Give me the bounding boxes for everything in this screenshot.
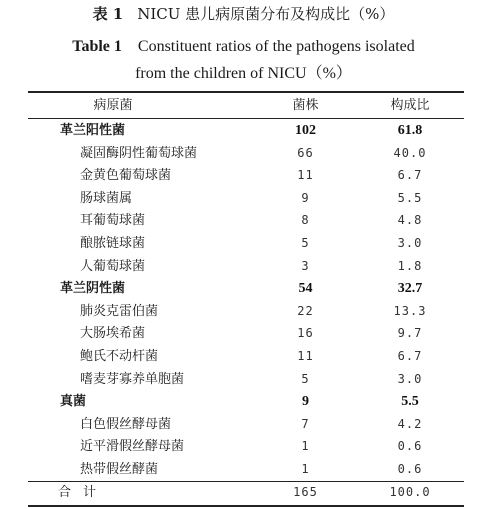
group-row [28, 119, 464, 142]
strain-count: 22 [297, 303, 314, 318]
ratio-value: 9.7 [397, 326, 423, 341]
pathogen-name: 近平滑假丝酵母菌 [80, 439, 185, 455]
strain-count: 11 [297, 349, 314, 363]
pathogen-name: 耳葡萄球菌 [80, 213, 146, 229]
table-row [28, 345, 464, 368]
pathogen-name: 革兰阳性菌 [60, 123, 126, 138]
strain-count: 1 [301, 462, 310, 476]
table-caption-en-line2: from the children of NICU（%） [135, 65, 352, 82]
ratio-value: 4.2 [397, 416, 423, 431]
ratio-value: 5.5 [397, 190, 423, 205]
table-bottom-rule [28, 505, 464, 507]
table-row [28, 300, 464, 323]
table-caption-cn: NICU 患儿病原菌分布及构成比（%） [137, 5, 395, 23]
table-top-rule [28, 91, 464, 93]
table-header-row [28, 94, 464, 117]
pathogen-name: 革兰阴性菌 [60, 281, 126, 297]
table-total-row [28, 481, 464, 504]
strain-count: 102 [295, 123, 316, 138]
ratio-value: 13.3 [393, 303, 427, 318]
ratio-value: 61.8 [397, 123, 423, 138]
table-number-en: Table 1 [72, 38, 122, 55]
ratio-value: 0.6 [397, 462, 423, 476]
pathogen-name: 真菌 [60, 394, 87, 410]
table-row [28, 413, 464, 436]
table-row [28, 368, 464, 391]
pathogen-name: 肠球菌属 [80, 190, 133, 206]
table-row [28, 458, 464, 481]
ratio-value: 0.6 [397, 439, 423, 454]
strain-count: 11 [297, 168, 314, 183]
strain-count: 1 [301, 439, 310, 454]
table-title-en [0, 33, 487, 87]
pathogen-name: 大肠埃希菌 [80, 326, 146, 342]
strain-count: 9 [301, 190, 310, 205]
table-row [28, 164, 464, 187]
strain-count: 66 [297, 145, 314, 160]
pathogen-name: 金黄色葡萄球菌 [80, 168, 172, 184]
strain-count: 5 [301, 236, 310, 250]
pathogen-name: 热带假丝酵菌 [80, 462, 159, 477]
ratio-value: 1.8 [397, 258, 423, 273]
table-row [28, 255, 464, 278]
table-row [28, 209, 464, 232]
strain-count: 8 [301, 213, 310, 228]
total-ratio: 100.0 [389, 485, 431, 499]
ratio-value: 40.0 [393, 145, 427, 160]
pathogen-name: 白色假丝酵母菌 [80, 416, 172, 432]
ratio-value: 4.8 [397, 213, 423, 228]
header-ratio: 构成比 [390, 98, 430, 113]
ratio-value: 3.0 [397, 236, 423, 250]
ratio-value: 5.5 [401, 394, 419, 410]
pathogen-name: 鲍氏不动杆菌 [80, 349, 159, 364]
strain-count: 5 [301, 371, 310, 386]
table-row [28, 142, 464, 165]
table-row [28, 322, 464, 345]
strain-count: 9 [302, 394, 309, 410]
table-caption-en-line1: Constituent ratios of the pathogens isolated [137, 38, 415, 55]
header-pathogen: 病原菌 [93, 98, 133, 113]
ratio-value: 6.7 [397, 168, 423, 183]
pathogen-name: 嗜麦芽寡养单胞菌 [80, 371, 185, 387]
table-title-cn [0, 4, 487, 24]
table-row [28, 187, 464, 210]
ratio-value: 3.0 [397, 371, 423, 386]
ratio-value: 6.7 [397, 349, 423, 363]
total-count: 165 [293, 485, 318, 499]
table-row [28, 232, 464, 255]
pathogen-name: 凝固酶阴性葡萄球菌 [80, 145, 198, 161]
total-label: 合计 [58, 485, 109, 500]
header-strains: 菌株 [292, 98, 319, 113]
pathogen-name: 人葡萄球菌 [80, 258, 146, 274]
table-number-cn: 表 1 [92, 5, 124, 23]
group-row [28, 277, 464, 300]
strain-count: 3 [301, 258, 310, 273]
ratio-value: 32.7 [397, 281, 423, 297]
strain-count: 16 [297, 326, 314, 341]
pathogen-name: 肺炎克雷伯菌 [80, 303, 159, 319]
pathogen-name: 酿脓链球菌 [80, 236, 146, 251]
group-row [28, 390, 464, 413]
strain-count: 7 [301, 416, 310, 431]
table-row [28, 435, 464, 458]
strain-count: 54 [298, 281, 313, 297]
